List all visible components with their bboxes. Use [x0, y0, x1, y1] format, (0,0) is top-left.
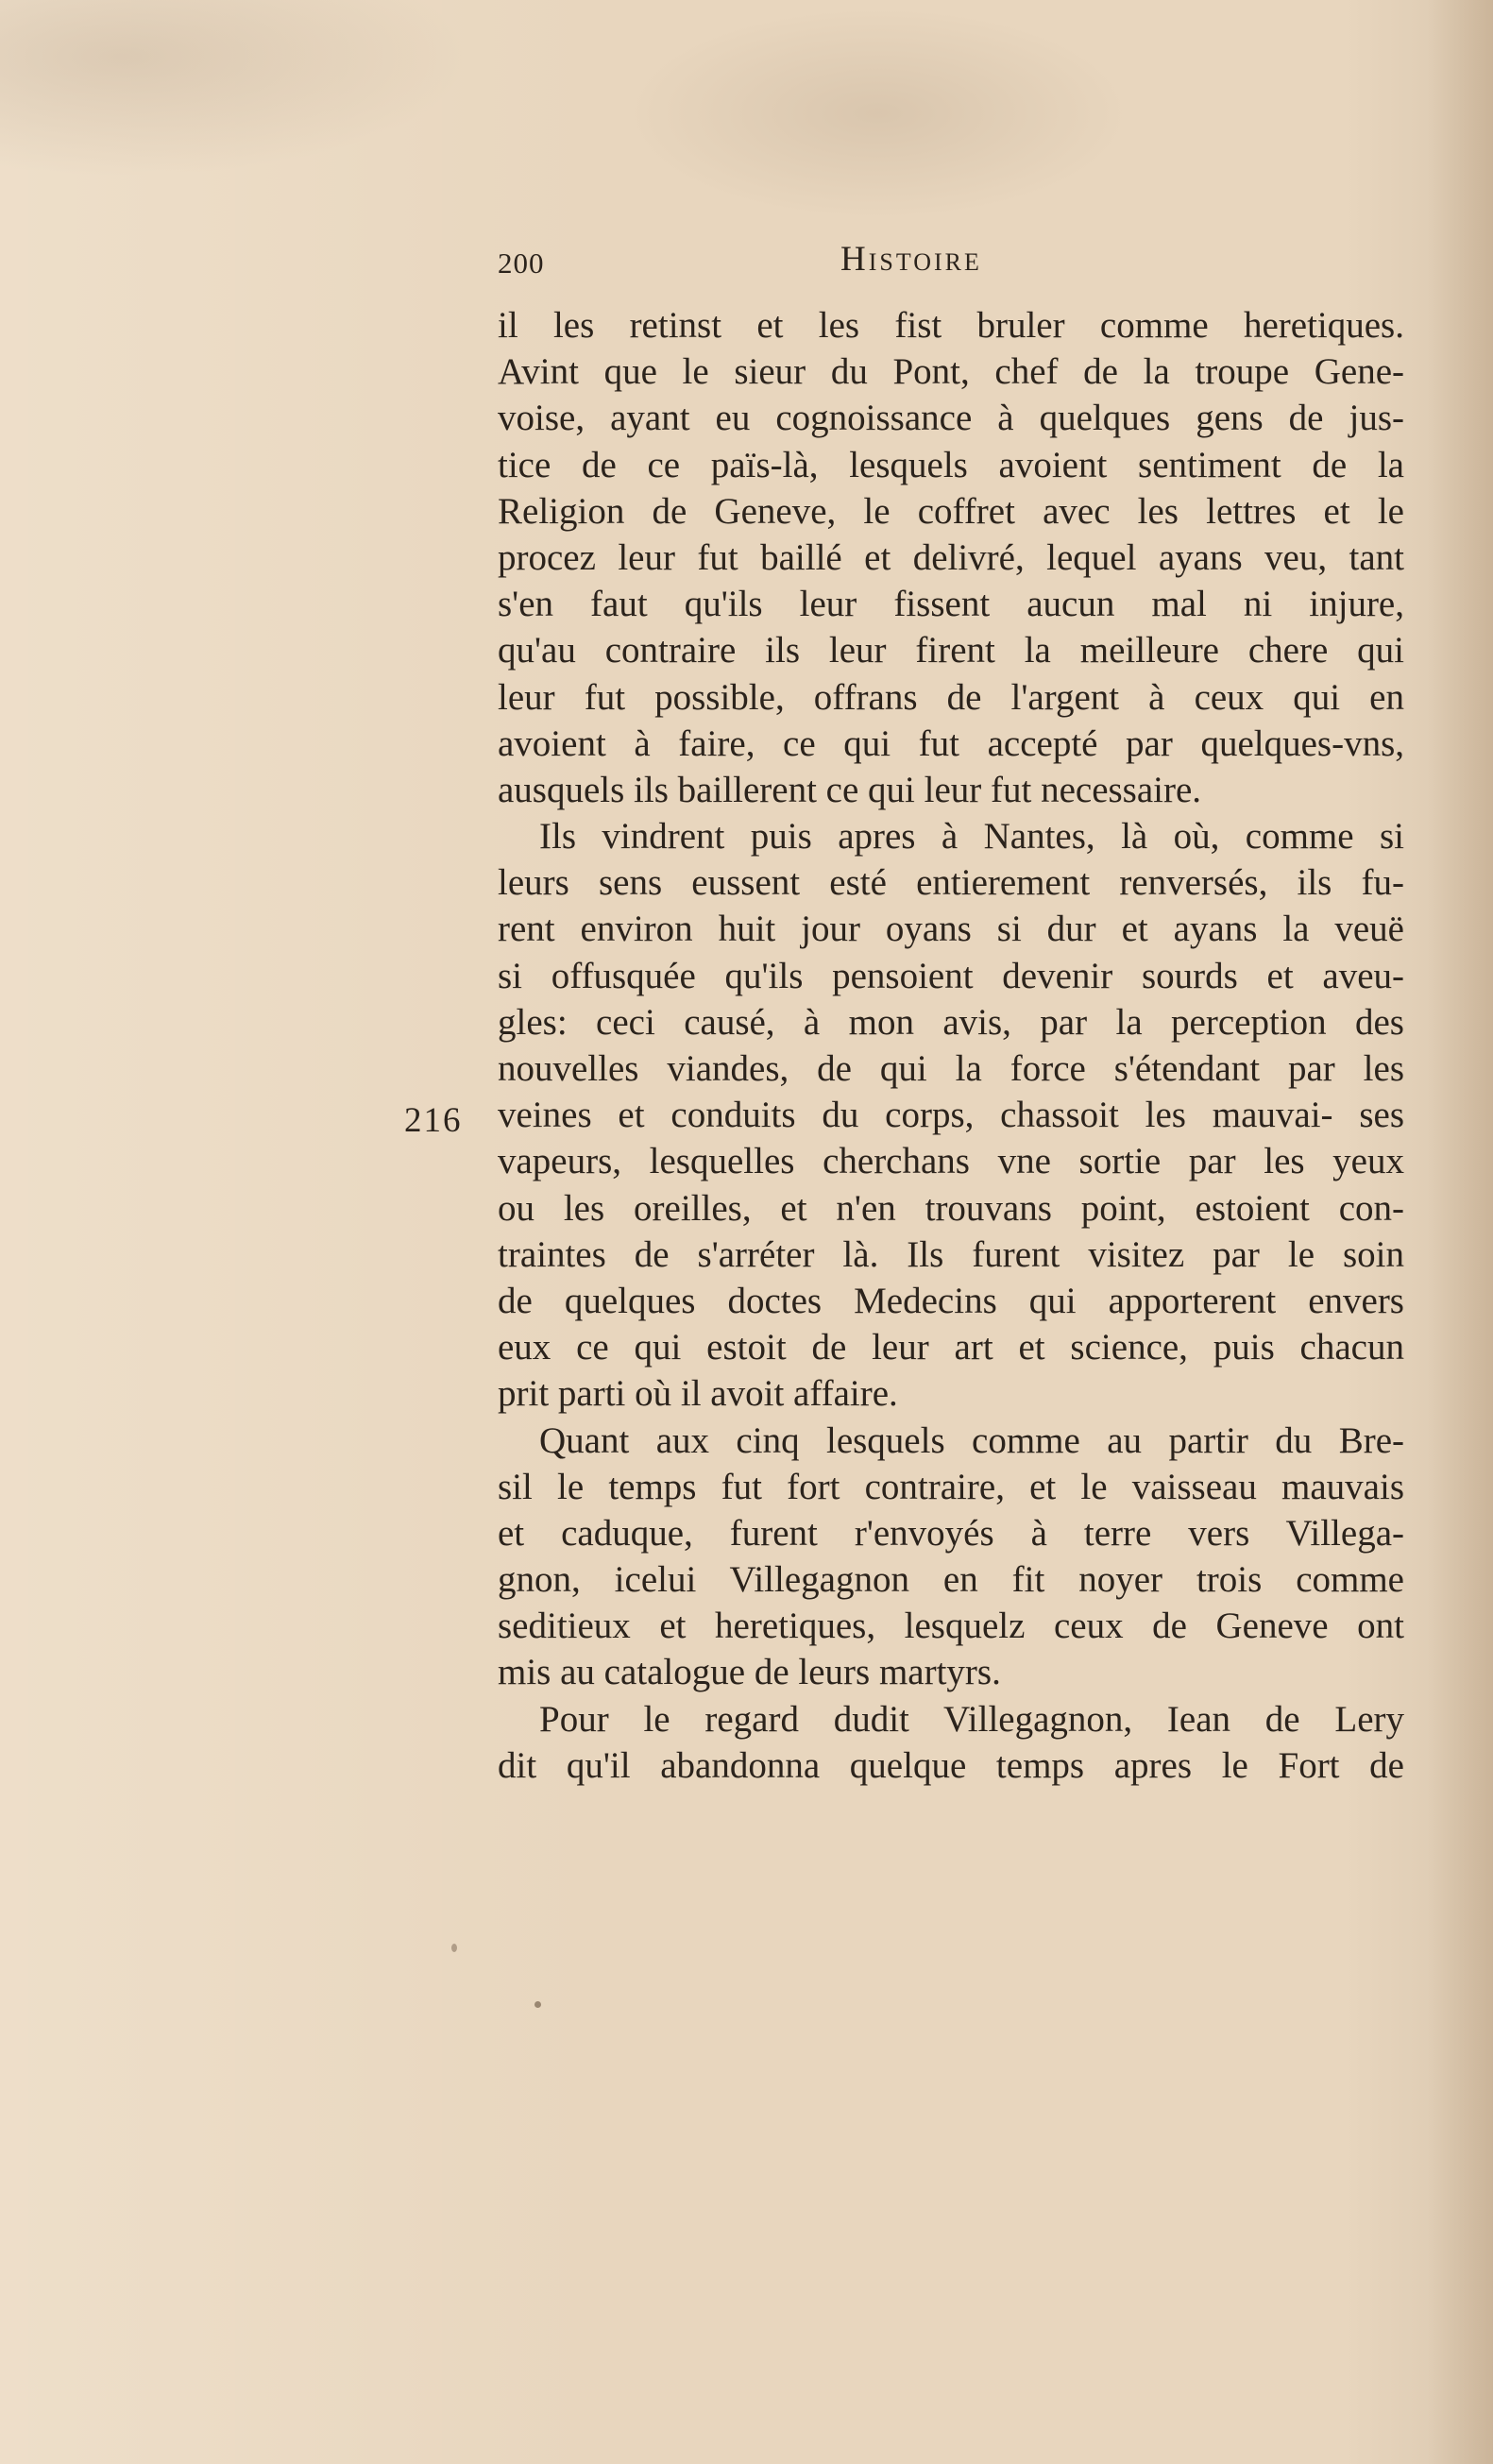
- text-line: dit qu'il abandonna quelque temps apres le Fort de: [498, 1744, 1404, 1786]
- text-line: procez leur fut baillé et delivré, lequel ayans veu, tant: [498, 536, 1404, 578]
- running-head: [498, 239, 1404, 286]
- header-title: Histoire: [840, 240, 982, 279]
- paragraph: [498, 1696, 1404, 1789]
- text-line: s'en faut qu'ils leur fissent aucun mal ni injure,: [498, 584, 1404, 625]
- text-line: mis au catalogue de leurs martyrs.: [498, 1652, 1001, 1693]
- text-line: gles: ceci causé, à mon avis, par la perception des: [498, 1001, 1404, 1043]
- text-line: gnon, icelui Villegagnon en fit noyer trois comme: [498, 1559, 1404, 1601]
- text-line: leurs sens eussent esté entierement renversés, ils fu-: [498, 862, 1404, 904]
- text-line: qu'au contraire ils leur firent la meilleure chere qui: [498, 630, 1404, 671]
- ink-blemish: [451, 1944, 457, 1952]
- text-line: de quelques doctes Medecins qui apporterent envers: [498, 1280, 1404, 1321]
- text-line: Ils vindrent puis apres à Nantes, là où, comme si: [539, 816, 1404, 858]
- text-line: prit parti où il avoit affaire.: [498, 1373, 898, 1415]
- text-line: veines et conduits du corps, chassoit les mauvai- ses: [498, 1095, 1404, 1136]
- text-line: traintes de s'arréter là. Ils furent visitez par le soin: [498, 1233, 1404, 1275]
- text-line: Religion de Geneve, le coffret avec les lettres et le: [498, 490, 1404, 532]
- ink-blemish: [534, 2001, 541, 2008]
- page-edge-shadow: [1427, 0, 1493, 2464]
- margin-line-number: 216: [404, 1101, 463, 1140]
- text-line: seditieux et heretiques, lesquelz ceux de Geneve ont: [498, 1606, 1404, 1647]
- page-number: 200: [498, 246, 545, 280]
- text-line: il les retinst et les fist bruler comme heretiques.: [498, 305, 1404, 346]
- text-line: si offusquée qu'ils pensoient devenir sourds et aveu-: [498, 955, 1404, 996]
- text-line: tice de ce païs-là, lesquels avoient sentiment de la: [498, 444, 1404, 485]
- text-line: rent environ huit jour oyans si dur et ayans la veuë: [498, 909, 1404, 950]
- text-line: et caduque, furent r'envoyés à terre vers Villega-: [498, 1512, 1404, 1554]
- text-line: eux ce qui estoit de leur art et science, puis chacun: [498, 1327, 1404, 1368]
- text-line: vapeurs, lesquelles cherchans vne sortie par les yeux: [498, 1141, 1404, 1182]
- text-line: Avint que le sieur du Pont, chef de la troupe Gene-: [498, 351, 1404, 393]
- text-line: ausquels ils baillerent ce qui leur fut necessaire.: [498, 769, 1202, 810]
- text-line: Quant aux cinq lesquels comme au partir du Bre-: [539, 1419, 1404, 1461]
- body-text: [498, 302, 1404, 1789]
- text-line: nouvelles viandes, de qui la force s'étendant par les: [498, 1048, 1404, 1089]
- text-line: avoient à faire, ce qui fut accepté par quelques-vns,: [498, 722, 1404, 764]
- text-line: sil le temps fut fort contraire, et le vaisseau mauvais: [498, 1466, 1404, 1507]
- text-line: Pour le regard dudit Villegagnon, Iean de Lery: [539, 1698, 1404, 1740]
- paragraph: [498, 302, 1404, 813]
- text-line: voise, ayant eu cognoissance à quelques gens de jus-: [498, 398, 1404, 439]
- paragraph: [498, 813, 1404, 1417]
- text-line: ou les oreilles, et n'en trouvans point, estoient con-: [498, 1187, 1404, 1229]
- text-line: leur fut possible, offrans de l'argent à ceux qui en: [498, 676, 1404, 718]
- paragraph: [498, 1418, 1404, 1696]
